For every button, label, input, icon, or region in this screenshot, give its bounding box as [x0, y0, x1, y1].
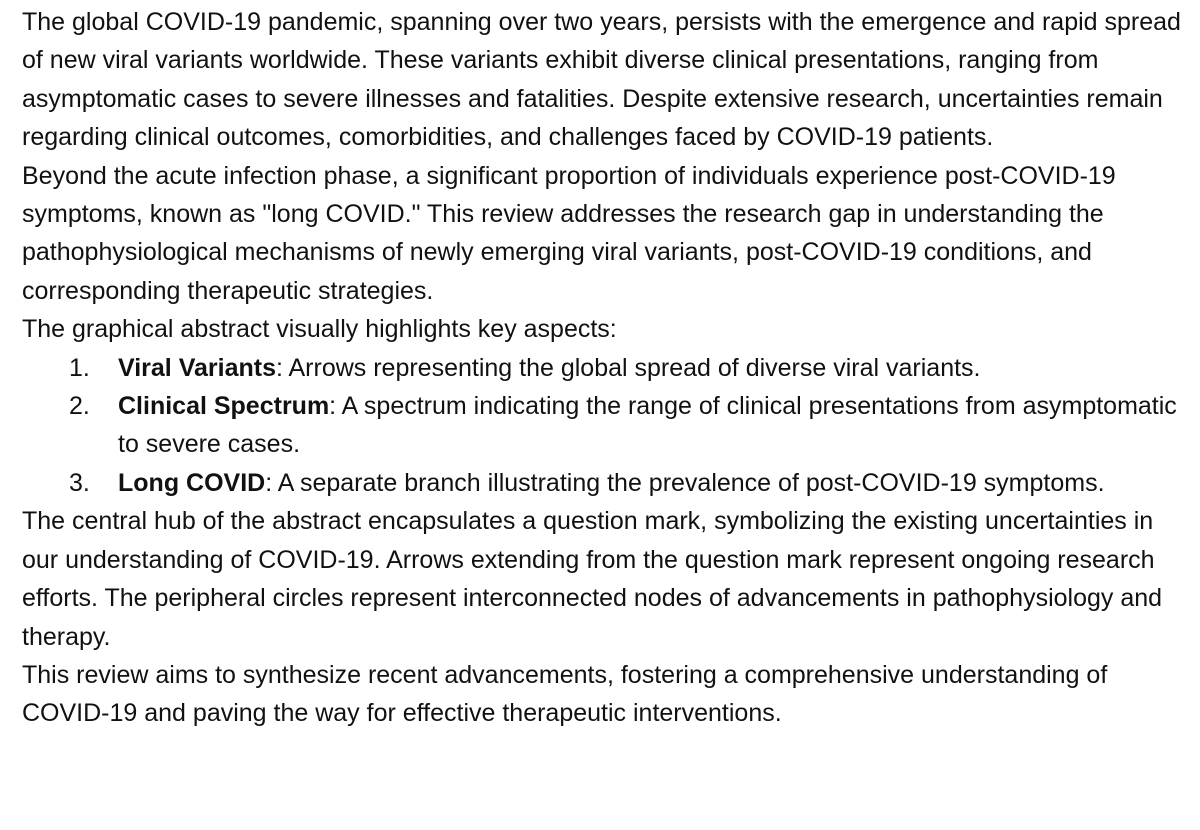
- central-hub-paragraph: The central hub of the abstract encapsulates a question mark, symbolizing the existing uncertainties in our understanding of COVID-19. Arrows extending from the question mark represent ongoing research efforts. The peripheral circles represent interconnected nodes of advancements in pathophysiology and therapy.: [22, 507, 1163, 651]
- list-term: Viral Variants: [118, 353, 276, 382]
- key-aspects-list: [22, 349, 1194, 503]
- list-description: : Arrows representing the global spread of diverse viral variants.: [275, 353, 981, 382]
- list-description: : A separate branch illustrating the prevalence of post-COVID-19 symptoms.: [265, 468, 1105, 497]
- list-item-long-covid: [22, 464, 1194, 502]
- list-number: 3.: [69, 468, 90, 497]
- intro-paragraph: The global COVID-19 pandemic, spanning over two years, persists with the emergence and rapid spread of new viral variants worldwide. These variants exhibit diverse clinical presentations, ranging from asymptomatic cases to severe illnesses and fatalities. Despite extensive research, uncertainties remain regarding clinical outcomes, comorbidities, and challenges faced by COVID-19 patients.: [22, 8, 1181, 152]
- list-term: Long COVID: [118, 468, 266, 497]
- list-number: 1.: [69, 353, 90, 382]
- list-lead-in: The graphical abstract visually highlights key aspects:: [22, 315, 617, 344]
- list-term: Clinical Spectrum: [118, 392, 330, 421]
- document-body: [22, 3, 1194, 733]
- long-covid-paragraph: Beyond the acute infection phase, a significant proportion of individuals experience post-COVID-19 symptoms, known as "long COVID." This review addresses the research gap in understanding the pathophysiological mechanisms of newly emerging viral variants, post-COVID-19 conditions, and corresponding therapeutic strategies.: [22, 161, 1116, 305]
- list-item-viral-variants: [22, 349, 1194, 387]
- conclusion-paragraph: This review aims to synthesize recent advancements, fostering a comprehensive understanding of COVID-19 and paving the way for effective therapeutic interventions.: [22, 660, 1108, 728]
- list-number: 2.: [69, 392, 90, 421]
- list-item-clinical-spectrum: [22, 387, 1194, 464]
- list-description: : A spectrum indicating the range of clinical presentations from asymptomatic to severe cases.: [118, 392, 1177, 459]
